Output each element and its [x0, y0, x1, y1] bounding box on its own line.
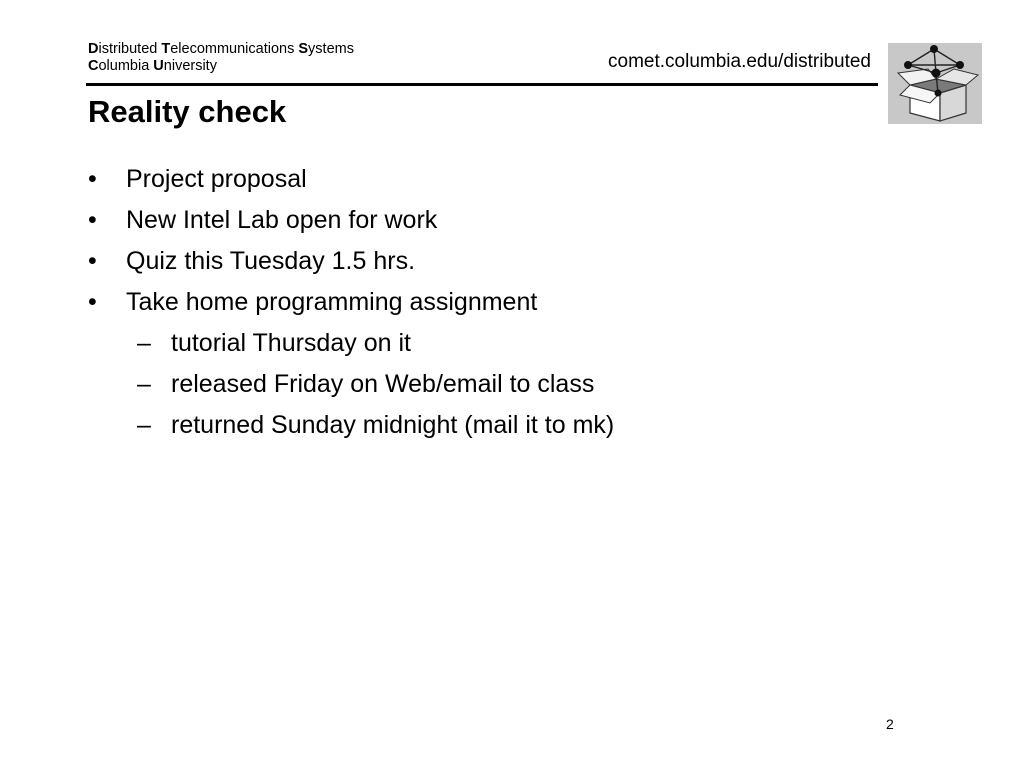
org-word: ystems [308, 41, 354, 57]
list-item [88, 282, 614, 323]
list-item [88, 241, 614, 282]
list-item-text: Take home programming assignment [126, 288, 538, 316]
org-initial: U [153, 58, 164, 74]
org-initial: C [88, 58, 99, 74]
dash-marker: – [137, 329, 151, 357]
org-word: niversity [163, 58, 217, 74]
sub-list-item [88, 323, 614, 364]
org-word: istributed [98, 41, 162, 57]
sub-list-item-text: returned Sunday midnight (mail it to mk) [171, 411, 615, 439]
slide-title: Reality check [88, 94, 287, 129]
org-word: olumbia [98, 58, 154, 74]
list-item-text: Quiz this Tuesday 1.5 hrs. [126, 247, 416, 275]
org-initial: D [88, 41, 99, 57]
bullet-marker: • [88, 247, 97, 275]
dash-marker: – [137, 370, 151, 398]
sub-list-item-text: tutorial Thursday on it [171, 329, 411, 357]
network-box-logo-icon [888, 43, 982, 124]
bullet-marker: • [88, 206, 97, 234]
org-word: elecommunications [170, 41, 299, 57]
dash-marker: – [137, 411, 151, 439]
sub-list-item [88, 364, 614, 405]
list-item [88, 159, 614, 200]
list-item [88, 200, 614, 241]
bullet-marker: • [88, 165, 97, 193]
sub-list-item-text: released Friday on Web/email to class [171, 370, 595, 398]
org-initial: T [161, 41, 171, 57]
org-line-1 [88, 41, 354, 58]
header-divider [86, 83, 878, 86]
bullet-list [88, 159, 614, 446]
list-item-text: Project proposal [126, 165, 307, 193]
org-initial: S [298, 41, 309, 57]
sub-list-item [88, 405, 614, 446]
course-url: comet.columbia.edu/distributed [608, 51, 871, 72]
list-item-text: New Intel Lab open for work [126, 206, 438, 234]
bullet-marker: • [88, 288, 97, 316]
organization-name [88, 41, 354, 75]
page-number: 2 [886, 716, 894, 732]
org-line-2 [88, 58, 354, 75]
